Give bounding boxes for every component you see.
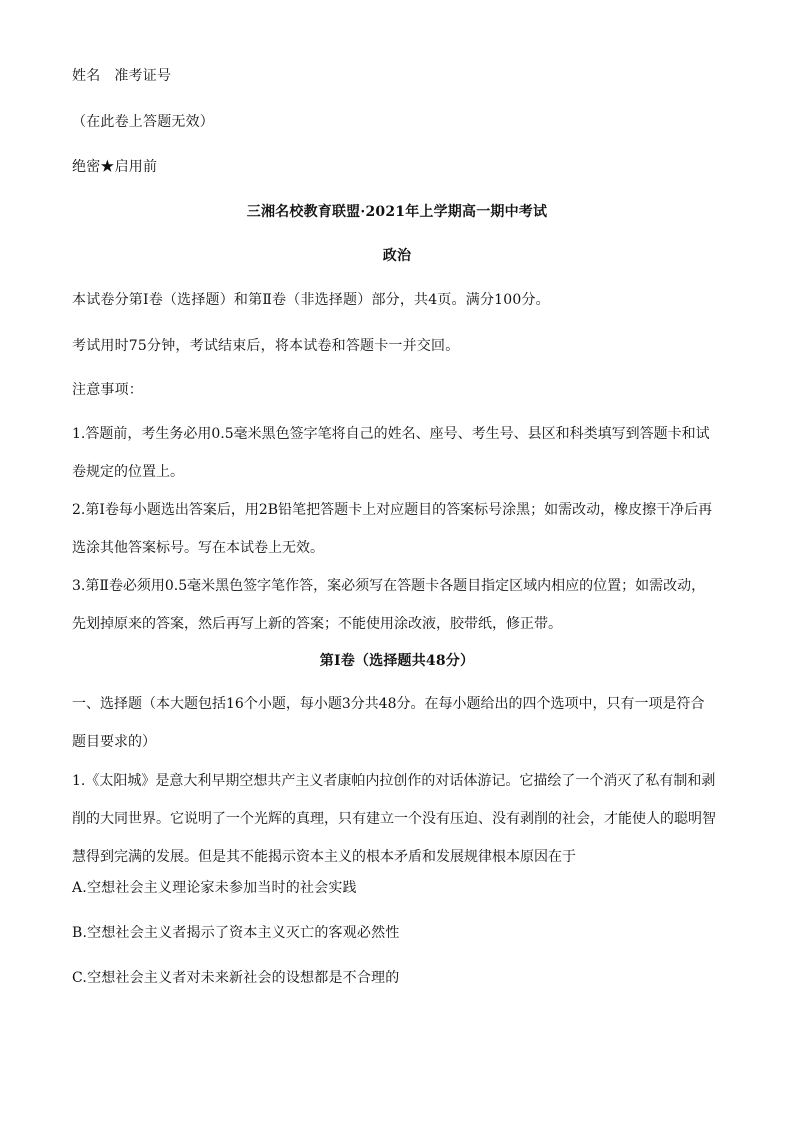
notes-heading: 注意事项： <box>72 382 143 398</box>
note-3-line-1: 3.第Ⅱ卷必须用0.5毫米黑色签字笔作答，案必须写在答题卡各题目指定区域内相应的位置；如需改动， <box>72 578 706 594</box>
question-1-line-1: 1.《太阳城》是意大利早期空想共产主义者康帕内拉创作的对话体游记。它描绘了一个消灭了私有制和剥 <box>72 773 716 789</box>
question-1-option-b: B.空想社会主义者揭示了资本主义灭亡的客观必然性 <box>72 925 400 941</box>
candidate-info-line <box>72 66 724 86</box>
question-1-line-2: 削的大同世界。它说明了一个光辉的真理，只有建立一个没有压迫、没有剥削的社会，才能使人的聪明智 <box>72 811 716 827</box>
note-2-line-2: 选涂其他答案标号。写在本试卷上无效。 <box>72 540 324 556</box>
note-2-line-1: 2.第Ⅰ卷每小题选出答案后，用2B铅笔把答题卡上对应题目的答案标号涂黑；如需改动，橡皮擦干净后再 <box>72 502 713 518</box>
note-1-line-2: 卷规定的位置上。 <box>72 464 184 480</box>
note-1 <box>72 424 724 482</box>
note-3-line-2: 先划掉原来的答案，然后再写上新的答案；不能使用涂改液，胶带纸，修正带。 <box>72 616 562 632</box>
question-1-line-3: 慧得到完满的发展。但是其不能揭示资本主义的根本矛盾和发展规律根本原因在于 <box>72 849 576 865</box>
note-2 <box>72 500 724 558</box>
invalid-answer-note: （在此卷上答题无效） <box>72 114 214 130</box>
name-label: 姓名 <box>72 68 101 84</box>
subject-title: 政治 <box>382 248 412 264</box>
question-1-option-c: C.空想社会主义者对未来新社会的设想都是不合理的 <box>72 970 400 986</box>
exam-title: 三湘名校教育联盟·2021年上学期高一期中考试 <box>246 204 548 220</box>
question-1-option-a: A.空想社会主义理论家未参加当时的社会实践 <box>72 880 357 896</box>
intro-line-1: 本试卷分第Ⅰ卷（选择题）和第Ⅱ卷（非选择题）部分，共4页。满分100分。 <box>72 292 550 308</box>
note-3 <box>72 576 724 634</box>
note-1-line-1: 1.答题前，考生务必用0.5毫米黑色签字笔将自己的姓名、座号、考生号、县区和科类填写到答题卡和试 <box>72 426 710 442</box>
instructions-line-2: 题目要求的） <box>72 734 156 750</box>
intro-line-2: 考试用时75分钟，考试结束后，将本试卷和答题卡一并交回。 <box>72 338 460 354</box>
section-1-instructions <box>72 694 724 752</box>
confidential-mark: 绝密★启用前 <box>72 159 158 175</box>
section-1-heading: 第Ⅰ卷（选择题共48分） <box>319 653 475 669</box>
instructions-line-1: 一、选择题（本大题包括16个小题，每小题3分共48分。在每小题给出的四个选项中，只有一项是符合 <box>72 696 705 712</box>
exam-id-label: 准考证号 <box>114 68 172 84</box>
question-1-stem <box>72 771 724 867</box>
